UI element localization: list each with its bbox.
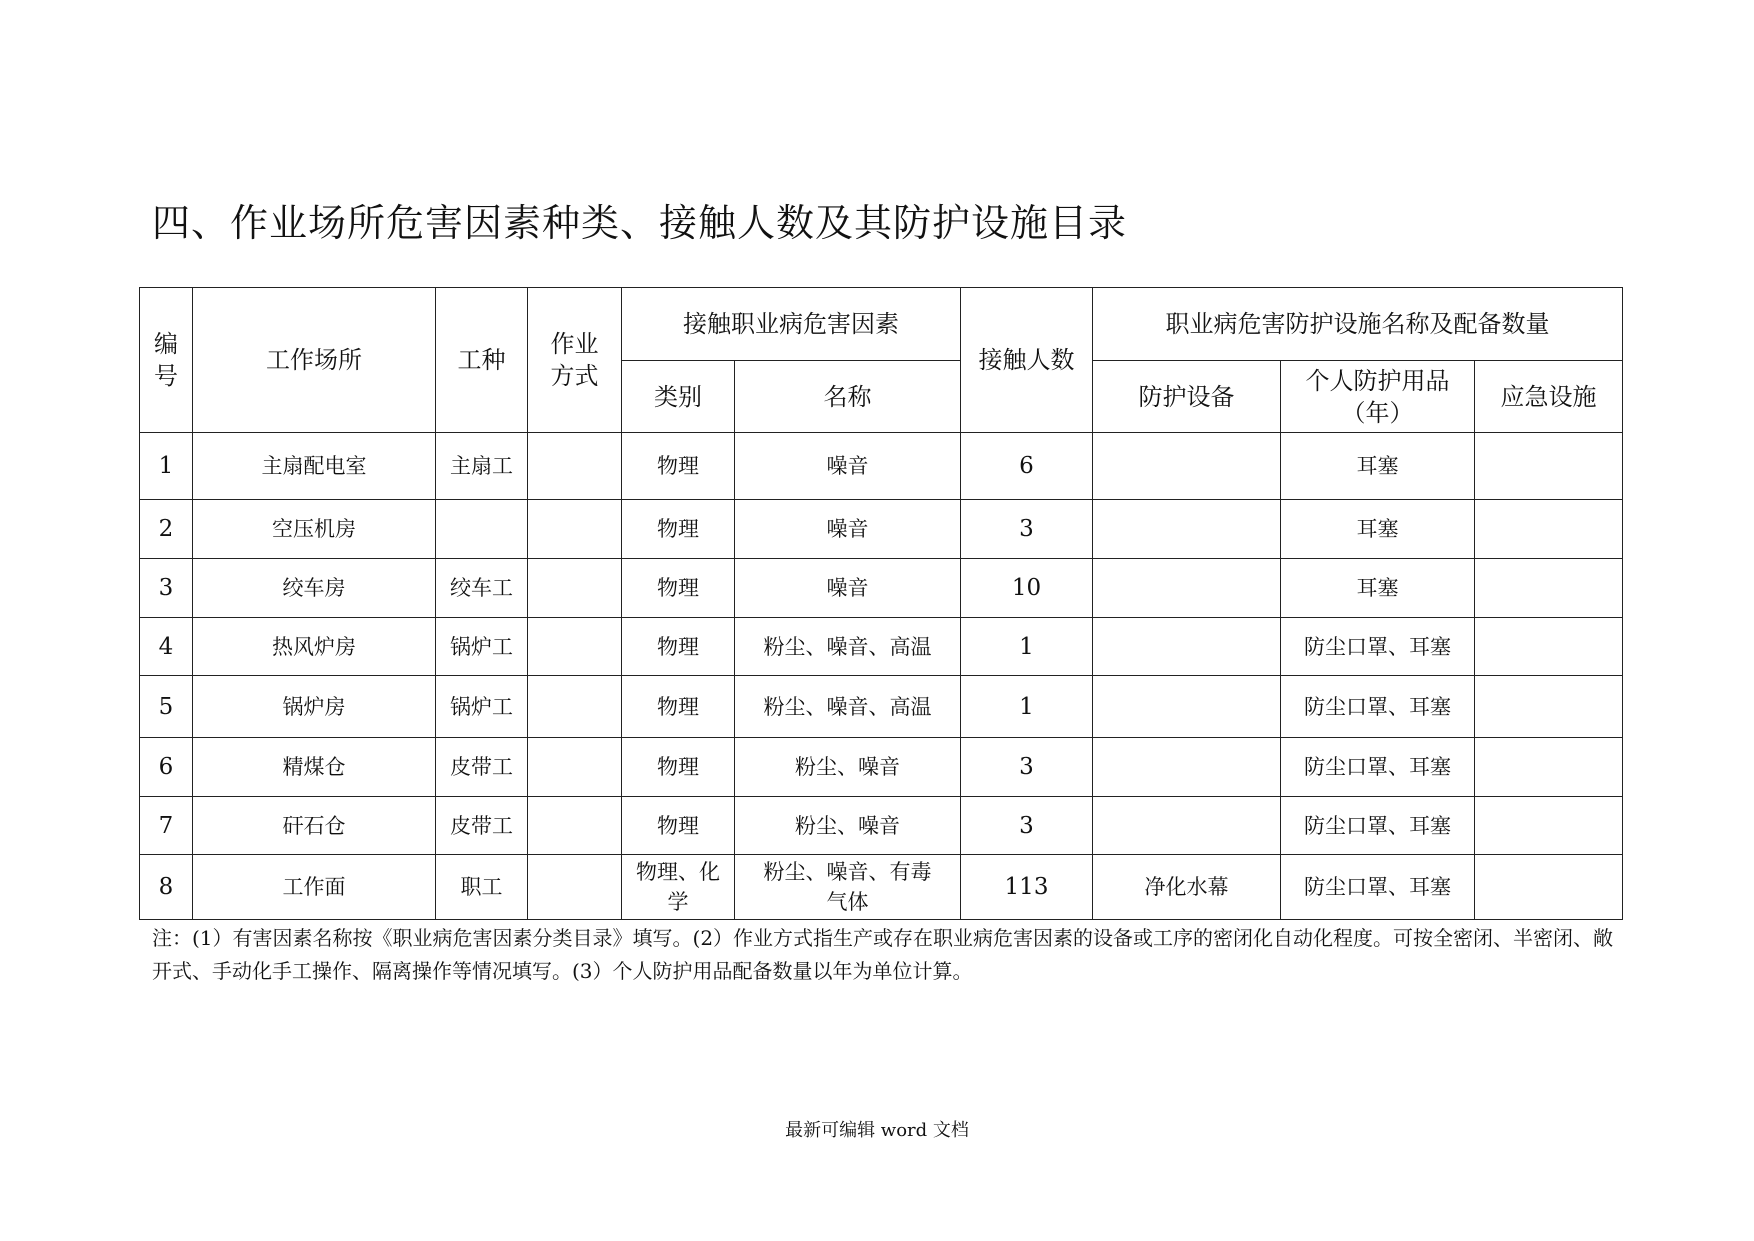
cell-workplace: 主扇配电室 bbox=[193, 433, 436, 500]
cell-no: 2 bbox=[140, 500, 193, 559]
table-body bbox=[140, 433, 1623, 920]
table-row bbox=[140, 433, 1623, 500]
cell-equipment bbox=[1093, 559, 1281, 618]
cell-workplace: 绞车房 bbox=[193, 559, 436, 618]
cell-workplace: 热风炉房 bbox=[193, 618, 436, 676]
table-header bbox=[140, 288, 1623, 433]
cell-count: 3 bbox=[961, 500, 1093, 559]
footnote: 注：(1）有害因素名称按《职业病危害因素分类目录》填写。(2）作业方式指生产或存在职业病危害因素的设备或工序的密闭化自动化程度。可按全密闭、半密闭、敞开式、手动化手工操作、隔离操作等情况填写。(3）个人防护用品配备数量以年为单位计算。 bbox=[152, 926, 1614, 983]
cell-category: 物理 bbox=[622, 433, 735, 500]
cell-category: 物理 bbox=[622, 559, 735, 618]
cell-workplace: 矸石仓 bbox=[193, 797, 436, 855]
page-footer: 最新可编辑 word 文档 bbox=[785, 1120, 969, 1141]
cell-category: 物理 bbox=[622, 676, 735, 738]
cell-work-mode bbox=[528, 500, 622, 559]
cell-emergency bbox=[1475, 559, 1623, 618]
cell-emergency bbox=[1475, 500, 1623, 559]
cell-category: 物理 bbox=[622, 738, 735, 797]
cell-emergency bbox=[1475, 676, 1623, 738]
cell-ppe: 防尘口罩、耳塞 bbox=[1281, 738, 1475, 797]
cell-category: 物理 bbox=[622, 797, 735, 855]
cell-ppe: 防尘口罩、耳塞 bbox=[1281, 797, 1475, 855]
table-row bbox=[140, 797, 1623, 855]
cell-work-mode bbox=[528, 738, 622, 797]
cell-work-mode bbox=[528, 618, 622, 676]
header-no: 编号 bbox=[140, 288, 193, 433]
cell-name: 粉尘、噪音、高温 bbox=[735, 676, 961, 738]
cell-work-mode bbox=[528, 855, 622, 920]
cell-job-type: 职工 bbox=[436, 855, 528, 920]
cell-equipment bbox=[1093, 500, 1281, 559]
header-ppe: 个人防护用品（年） bbox=[1281, 361, 1475, 433]
cell-name: 噪音 bbox=[735, 559, 961, 618]
cell-category: 物理、化学 bbox=[622, 855, 735, 920]
cell-equipment bbox=[1093, 676, 1281, 738]
cell-count: 113 bbox=[961, 855, 1093, 920]
table-row bbox=[140, 676, 1623, 738]
cell-no: 8 bbox=[140, 855, 193, 920]
cell-emergency bbox=[1475, 433, 1623, 500]
cell-ppe: 防尘口罩、耳塞 bbox=[1281, 676, 1475, 738]
cell-ppe: 耳塞 bbox=[1281, 433, 1475, 500]
cell-name: 粉尘、噪音 bbox=[735, 738, 961, 797]
header-name: 名称 bbox=[735, 361, 961, 433]
cell-job-type: 锅炉工 bbox=[436, 618, 528, 676]
cell-work-mode bbox=[528, 559, 622, 618]
cell-category: 物理 bbox=[622, 618, 735, 676]
cell-ppe: 防尘口罩、耳塞 bbox=[1281, 618, 1475, 676]
cell-job-type bbox=[436, 500, 528, 559]
cell-count: 1 bbox=[961, 676, 1093, 738]
cell-count: 10 bbox=[961, 559, 1093, 618]
header-category: 类别 bbox=[622, 361, 735, 433]
cell-count: 1 bbox=[961, 618, 1093, 676]
cell-no: 6 bbox=[140, 738, 193, 797]
header-job-type: 工种 bbox=[436, 288, 528, 433]
cell-emergency bbox=[1475, 855, 1623, 920]
header-protective-equipment: 防护设备 bbox=[1093, 361, 1281, 433]
cell-job-type: 主扇工 bbox=[436, 433, 528, 500]
table-row bbox=[140, 738, 1623, 797]
cell-count: 6 bbox=[961, 433, 1093, 500]
page-title: 四、作业场所危害因素种类、接触人数及其防护设施目录 bbox=[152, 201, 1128, 245]
cell-job-type: 锅炉工 bbox=[436, 676, 528, 738]
header-hazard-group: 接触职业病危害因素 bbox=[622, 288, 961, 361]
cell-no: 7 bbox=[140, 797, 193, 855]
header-protection-group: 职业病危害防护设施名称及配备数量 bbox=[1093, 288, 1623, 361]
cell-ppe: 防尘口罩、耳塞 bbox=[1281, 855, 1475, 920]
cell-no: 4 bbox=[140, 618, 193, 676]
cell-emergency bbox=[1475, 618, 1623, 676]
table-row bbox=[140, 559, 1623, 618]
cell-name: 粉尘、噪音、有毒气体 bbox=[735, 855, 961, 920]
cell-workplace: 精煤仓 bbox=[193, 738, 436, 797]
cell-no: 3 bbox=[140, 559, 193, 618]
cell-workplace: 锅炉房 bbox=[193, 676, 436, 738]
hazard-table bbox=[139, 287, 1623, 920]
cell-ppe: 耳塞 bbox=[1281, 559, 1475, 618]
cell-ppe: 耳塞 bbox=[1281, 500, 1475, 559]
cell-equipment bbox=[1093, 738, 1281, 797]
cell-job-type: 绞车工 bbox=[436, 559, 528, 618]
table-row bbox=[140, 618, 1623, 676]
cell-job-type: 皮带工 bbox=[436, 738, 528, 797]
cell-equipment: 净化水幕 bbox=[1093, 855, 1281, 920]
cell-emergency bbox=[1475, 797, 1623, 855]
cell-name: 噪音 bbox=[735, 433, 961, 500]
cell-equipment bbox=[1093, 797, 1281, 855]
cell-name: 噪音 bbox=[735, 500, 961, 559]
cell-work-mode bbox=[528, 433, 622, 500]
cell-name: 粉尘、噪音、高温 bbox=[735, 618, 961, 676]
cell-equipment bbox=[1093, 433, 1281, 500]
cell-emergency bbox=[1475, 738, 1623, 797]
cell-name: 粉尘、噪音 bbox=[735, 797, 961, 855]
cell-workplace: 空压机房 bbox=[193, 500, 436, 559]
table-row bbox=[140, 855, 1623, 920]
header-workplace: 工作场所 bbox=[193, 288, 436, 433]
header-exposed-count: 接触人数 bbox=[961, 288, 1093, 433]
table-row bbox=[140, 500, 1623, 559]
cell-count: 3 bbox=[961, 738, 1093, 797]
cell-no: 1 bbox=[140, 433, 193, 500]
header-emergency: 应急设施 bbox=[1475, 361, 1623, 433]
cell-job-type: 皮带工 bbox=[436, 797, 528, 855]
cell-work-mode bbox=[528, 676, 622, 738]
header-work-mode: 作业方式 bbox=[528, 288, 622, 433]
cell-work-mode bbox=[528, 797, 622, 855]
cell-equipment bbox=[1093, 618, 1281, 676]
cell-count: 3 bbox=[961, 797, 1093, 855]
cell-no: 5 bbox=[140, 676, 193, 738]
cell-workplace: 工作面 bbox=[193, 855, 436, 920]
cell-category: 物理 bbox=[622, 500, 735, 559]
